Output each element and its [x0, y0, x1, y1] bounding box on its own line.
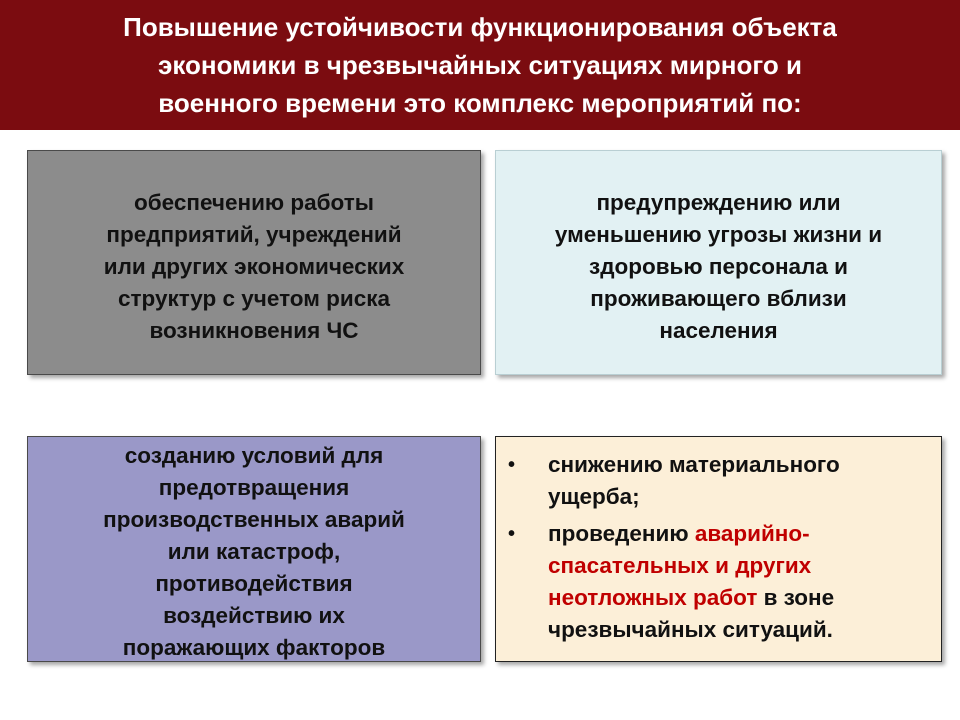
bullet-list	[496, 449, 931, 646]
title-bar	[0, 0, 960, 130]
plain-text: проведению	[548, 521, 695, 546]
box-accident-prevention	[27, 436, 481, 662]
box-text-line: уменьшению угрозы жизни и	[554, 222, 883, 247]
box-text-line: противодействия	[155, 571, 353, 596]
list-item-text-line	[548, 518, 931, 550]
box-text-line: созданию условий для	[124, 443, 384, 468]
box-text-line: проживающего вблизи	[590, 286, 847, 311]
highlighted-text: спасательных и других	[548, 553, 812, 578]
box-text-line: предприятий, учреждений	[106, 222, 402, 247]
list-item-text: ущерба;	[548, 484, 640, 509]
box-text-line: населения	[659, 318, 778, 343]
box-ensuring-operation	[27, 150, 481, 375]
title-line: Повышение устойчивости функционирования объекта	[123, 12, 837, 42]
box-text-line: обеспечению работы	[134, 190, 374, 215]
plain-text: в зоне	[757, 585, 835, 610]
box-text-line: или катастроф,	[167, 539, 341, 564]
box-damage-reduction	[495, 436, 942, 662]
slide-title	[123, 8, 837, 122]
list-item-text: чрезвычайных ситуаций.	[548, 617, 833, 642]
box-text-line: возникновения ЧС	[149, 318, 359, 343]
highlighted-text: аварийно-	[694, 521, 810, 546]
list-item	[496, 449, 931, 513]
bullet-icon: •	[508, 454, 516, 476]
title-line: экономики в чрезвычайных ситуациях мирного и	[158, 50, 802, 80]
bullet-icon: •	[508, 523, 516, 545]
box-text-line: здоровью персонала и	[589, 254, 848, 279]
highlighted-text: неотложных работ	[548, 585, 758, 610]
list-item-text: снижению материального	[548, 452, 840, 477]
list-item-text-line	[548, 582, 931, 614]
list-item	[496, 518, 931, 646]
box-text-line: структур с учетом риска	[117, 286, 391, 311]
box-text-line: производственных аварий	[103, 507, 405, 532]
title-line: военного времени это комплекс мероприятий по:	[158, 88, 802, 118]
box-text-line: воздействию их	[163, 603, 345, 628]
box-text-line: или других экономических	[103, 254, 405, 279]
box-text-line: поражающих факторов	[122, 635, 386, 660]
box-threat-prevention	[495, 150, 942, 375]
box-text-line: предупреждению или	[596, 190, 841, 215]
box-text-line: предотвращения	[158, 475, 350, 500]
